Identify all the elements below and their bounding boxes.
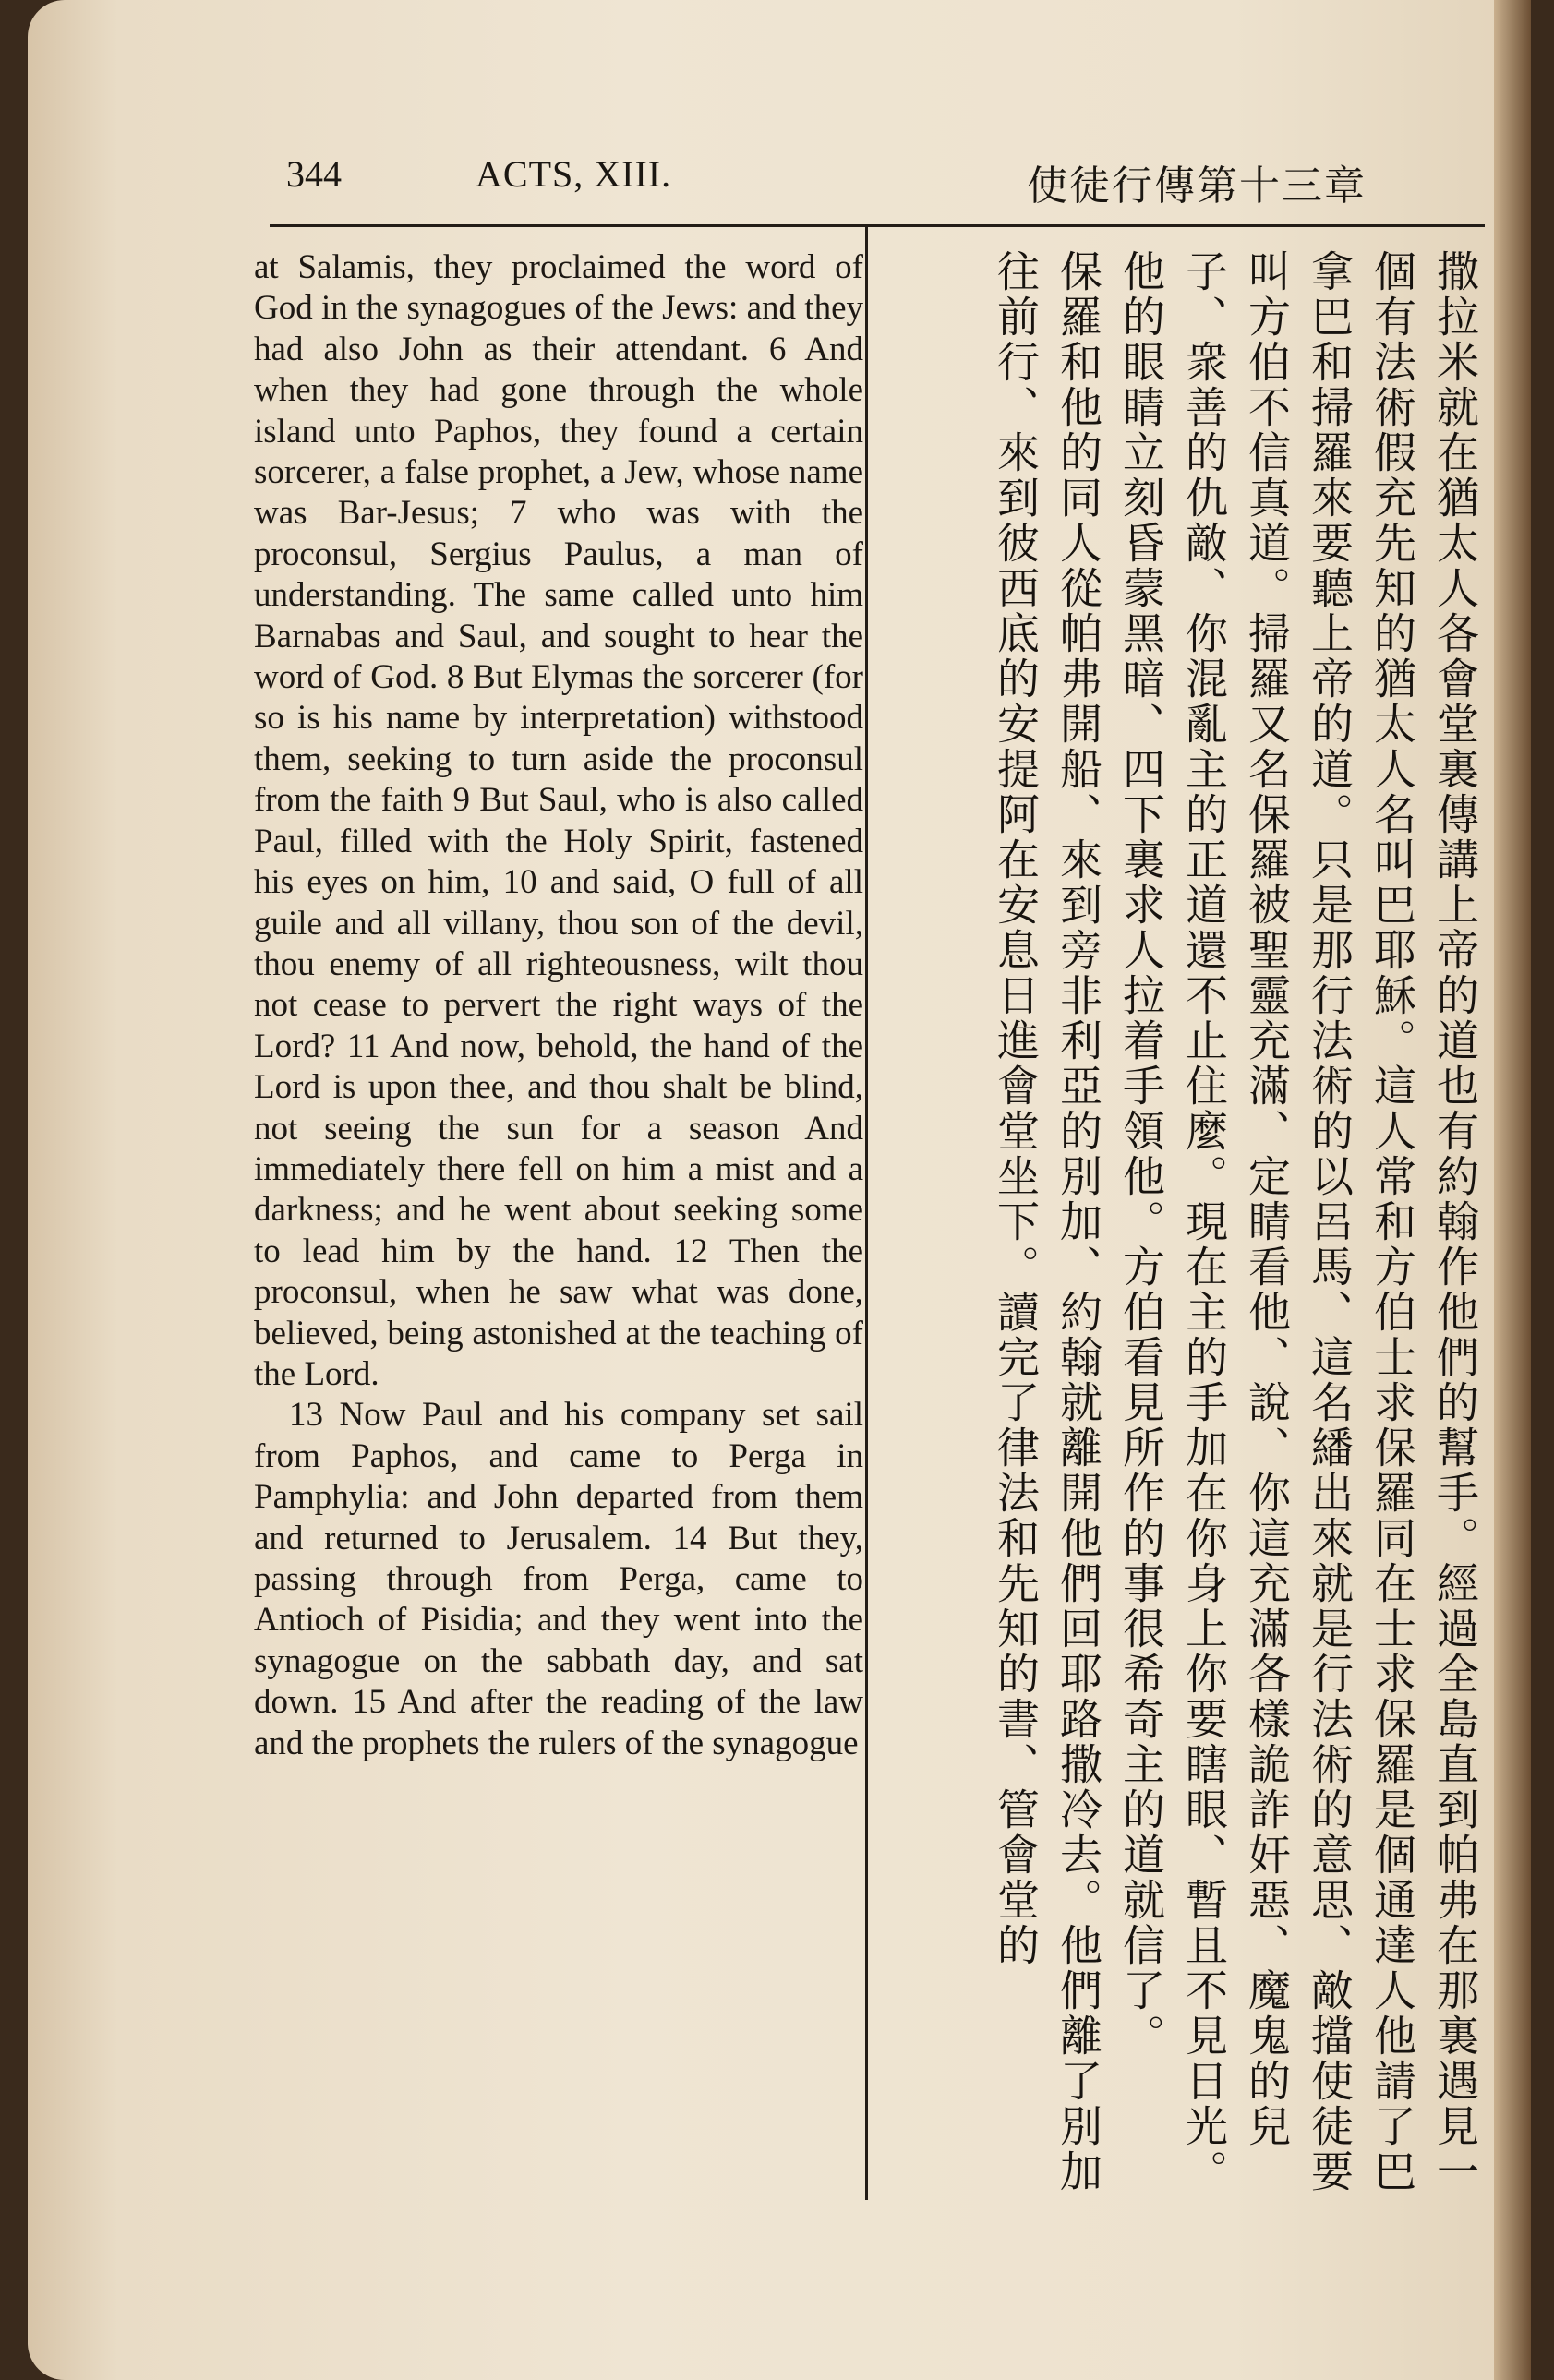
english-paragraph: 13 Now Paul and his company set sail from Paphos, and came to Perga in Pamphylia: and John departed from them and returned to Jerusalem. 14 But they, passing through from Perga, came to Antioch of Pisidia; and they went into the synagogue on the sabbath day, and sat down. 15 And after the reading of the law and the prophets the rulers of the synagogue xyxy=(254,1396,863,1762)
chinese-paragraph: 保羅和他的同人從帕弗開船、來到旁非利亞的別加、約翰就離開他們回耶路撒冷去。他們離了別加往前行、來到彼西底的安提阿在安息日進會堂坐下。讀完了律法和先知的書、管會堂的 xyxy=(991,249,1103,2194)
book-spine-edge xyxy=(1494,0,1531,2380)
english-paragraph: at Salamis, they proclaimed the word of God in the synagogues of the Jews: and they had also John as their attendant. 6 And when they had gone through the whole island unto Paphos, they found a certain sorcerer, a false prophet, a Jew, whose name was Bar-Jesus; 7 who was with the proconsul, Sergius Paulus, a man of understanding. The same called unto him Barnabas and Saul, and sought to hear the word of God. 8 But Elymas the sorcerer (for so is his name by interpretation) withstood them, seeking to turn aside the proconsul from the faith 9 But Saul, who is also called Paul, filled with the Holy Spirit, fastened his eyes on him, 10 and said, O full of all guile and all villany, thou son of the devil, thou enemy of all righteousness, wilt thou not cease to pervert the right ways of the Lord? 11 And now, behold, the hand of the Lord is upon thee, and thou shalt be blind, not seeing the sun for a season And immediately there fell on him a mist and a darkness; and he went about seeking some to lead him by the hand. 12 Then the proconsul, when he saw what was done, believed, being astonished at the teaching of the Lord. xyxy=(254,248,863,1393)
page-number: 344 xyxy=(286,153,342,195)
header-rule xyxy=(270,224,1485,227)
chinese-column xyxy=(886,249,1487,2197)
chinese-chapter-title: 使徒行傳第十三章 xyxy=(1027,162,1367,210)
page-header xyxy=(240,152,1468,208)
chinese-paragraph: 撒拉米就在猶太人各會堂裏傳講上帝的道也有約翰作他們的幫手。經過全島直到帕弗在那裏遇見一個有法術假充先知的猶太人名叫巴耶穌。這人常和方伯士求保羅同在士求保羅是個通達人他請了巴拿巴和掃羅來要聽上帝的道。只是那行法術的以呂馬、這名繙出來就是行法術的意思、敵擋使徒要叫方伯不信真道。掃羅又名保羅被聖靈充滿、定睛看他、說、你這充滿各樣詭詐奸惡、魔鬼的兒子、衆善的仇敵、你混亂主的正道還不止住麼。現在主的手加在你身上你要瞎眼、暫且不見日光。他的眼睛立刻昏蒙黑暗、四下裏求人拉着手領他。方伯看見所作的事很希奇主的道就信了。 xyxy=(1116,249,1480,2194)
column-divider xyxy=(865,224,868,2200)
running-head: ACTS, XIII. xyxy=(476,153,672,195)
book-page xyxy=(28,0,1531,2380)
english-column xyxy=(254,247,863,1764)
